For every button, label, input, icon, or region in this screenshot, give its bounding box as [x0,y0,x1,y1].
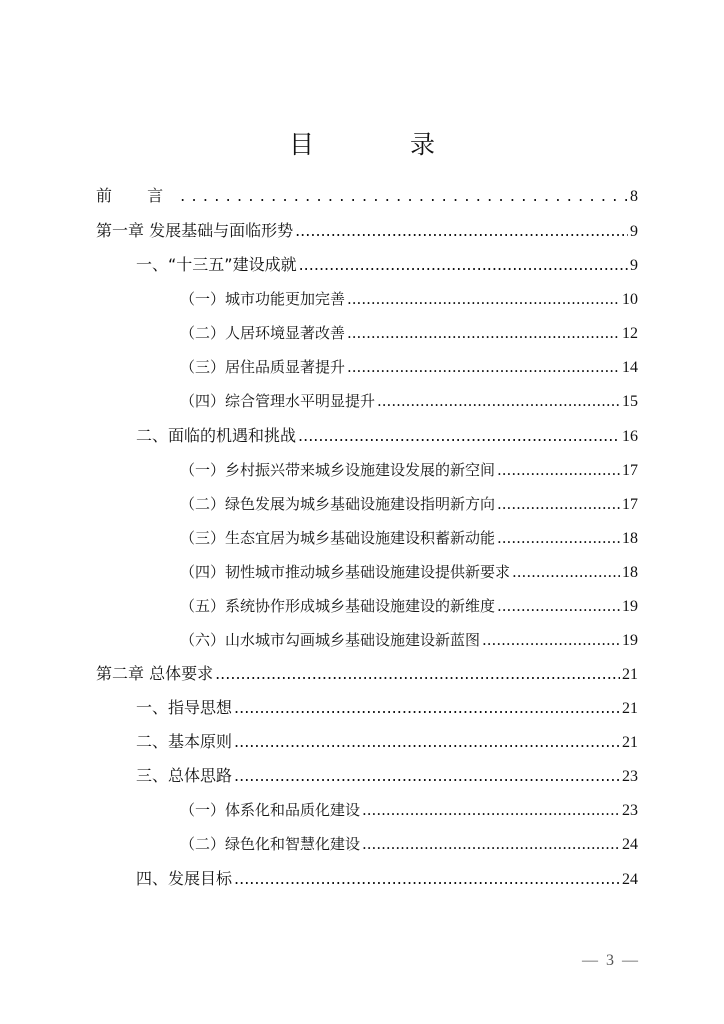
toc-entry-label: （五）系统协作形成城乡基础设施建设的新维度 [180,597,496,615]
toc-entry-page: 8 [630,188,638,205]
toc-entry-chapter-1[interactable] [96,217,638,245]
dot-leader [234,694,620,722]
toc-entry-subsection[interactable] [180,524,638,552]
toc-entry-subsection[interactable] [180,592,638,620]
dot-leader [299,251,628,279]
toc-entry-page: 17 [622,496,638,513]
dot-leader [377,387,620,415]
dot-leader [497,592,620,620]
toc-entry-label: 前 言 [96,186,179,205]
toc-entry-subsection[interactable] [180,456,638,484]
dot-leader [347,319,620,347]
toc-entry-page: 15 [622,393,638,410]
toc-entry-page: 18 [622,530,638,547]
toc-entry-page: 19 [622,598,638,615]
dot-leader [180,182,628,210]
toc-entry-label: 二、基本原则 [136,732,233,751]
toc-entry-page: 21 [622,734,638,751]
dot-leader [497,524,620,552]
toc-entry-label: （三）居住品质显著提升 [180,358,346,376]
toc-entry-label: （一）城市功能更加完善 [180,290,346,308]
dot-leader [215,660,620,688]
toc-entry-label: （一）体系化和品质化建设 [180,801,361,819]
toc-entry-page: 24 [622,871,638,888]
toc-entry-subsection[interactable] [180,796,638,824]
page-number: — 3 — [582,952,640,969]
dot-leader [362,830,620,858]
toc-entry-page: 12 [622,325,638,342]
dot-leader [295,217,628,245]
toc-entry-page: 21 [622,700,638,717]
toc-entry-label: 第二章 总体要求 [96,664,214,683]
dot-leader [234,865,620,893]
toc-entry-label: （二）人居环境显著改善 [180,324,346,342]
toc-entry-label: （二）绿色发展为城乡基础设施建设指明新方向 [180,495,496,513]
toc-title: 目 录 [289,130,479,159]
toc-entry-page: 9 [630,257,638,274]
toc-entry-label: （六）山水城市勾画城乡基础设施建设新蓝图 [180,631,481,649]
toc-entry-page: 9 [630,223,638,240]
dot-leader [234,728,620,756]
toc-entry-section[interactable] [136,762,638,790]
toc-entry-section[interactable] [136,251,638,279]
toc-entry-page: 23 [622,768,638,785]
dot-leader [482,626,620,654]
toc-entry-label: 二、面临的机遇和挑战 [136,426,297,445]
toc-entry-page: 24 [622,836,638,853]
toc-entry-label: （二）绿色化和智慧化建设 [180,835,361,853]
toc-entry-label: 三、总体思路 [136,766,233,785]
toc-entry-subsection[interactable] [180,353,638,381]
toc-entry-subsection[interactable] [180,387,638,415]
dot-leader [347,285,620,313]
toc-entry-label: 第一章 发展基础与面临形势 [96,221,294,240]
toc-entry-subsection[interactable] [180,319,638,347]
dot-leader [497,490,620,518]
toc-entry-chapter-2[interactable] [96,660,638,688]
toc-entry-page: 17 [622,462,638,479]
toc-entry-subsection[interactable] [180,626,638,654]
toc-entry-label: （三）生态宜居为城乡基础设施建设积蓄新动能 [180,529,496,547]
toc-entry-section[interactable] [136,694,638,722]
toc-entry-section[interactable] [136,865,638,893]
dot-leader [362,796,620,824]
toc-entry-subsection[interactable] [180,490,638,518]
toc-entry-section[interactable] [136,422,638,450]
toc-entry-preface[interactable] [96,182,638,210]
toc-entry-subsection[interactable] [180,285,638,313]
dot-leader [234,762,620,790]
toc-entry-section[interactable] [136,728,638,756]
toc-entry-page: 19 [622,632,638,649]
toc-entry-page: 16 [622,428,638,445]
dot-leader [347,353,620,381]
toc-entry-label: （四）综合管理水平明显提升 [180,392,376,410]
dot-leader [298,422,620,450]
toc-entry-page: 18 [622,564,638,581]
toc-entry-label: 一、“十三五”建设成就 [136,255,297,274]
dot-leader [512,558,620,586]
toc-entry-label: 一、指导思想 [136,698,233,717]
toc-entry-subsection[interactable] [180,558,638,586]
toc-entry-label: （四）韧性城市推动城乡基础设施建设提供新要求 [180,563,511,581]
toc-entry-label: 四、发展目标 [136,869,233,888]
toc-entry-page: 10 [622,291,638,308]
toc-entry-page: 21 [622,666,638,683]
dot-leader [497,456,620,484]
toc-entry-subsection[interactable] [180,830,638,858]
toc-entry-page: 14 [622,359,638,376]
toc-entry-page: 23 [622,802,638,819]
toc-entry-label: （一）乡村振兴带来城乡设施建设发展的新空间 [180,461,496,479]
